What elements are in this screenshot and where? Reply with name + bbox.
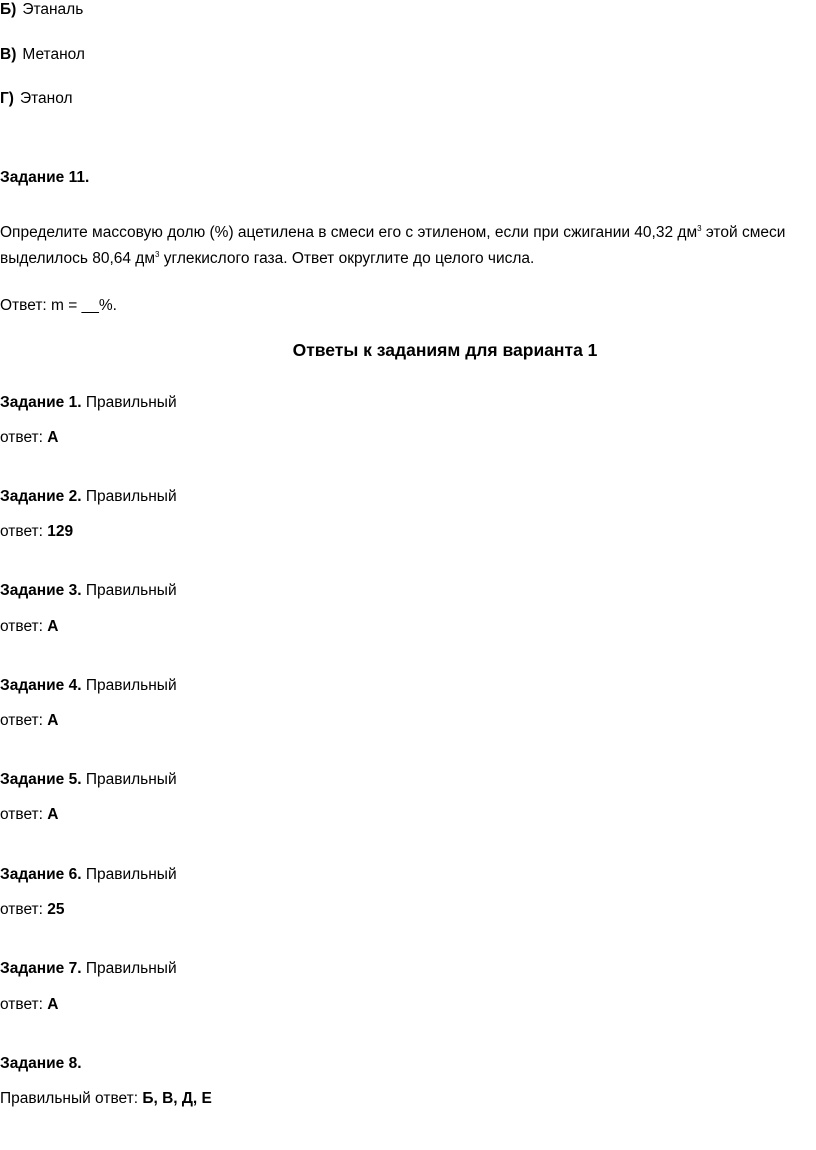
answer-1-title: Задание 1. Правильный [0, 394, 177, 411]
answer-2-value: ответ: 129 [0, 523, 74, 540]
answer-5-title: Задание 5. Правильный [0, 771, 177, 788]
answers-heading: Ответы к заданиям для варианта 1 [292, 340, 598, 360]
option-v: В) Метанол [0, 46, 85, 63]
answer-4-title: Задание 4. Правильный [0, 677, 177, 694]
answer-3-title: Задание 3. Правильный [0, 582, 177, 599]
answer-7-value: ответ: А [0, 996, 59, 1013]
answer-2-title: Задание 2. Правильный [0, 488, 177, 505]
answer-6-value: ответ: 25 [0, 901, 65, 918]
answer-7-title: Задание 7. Правильный [0, 960, 177, 977]
answer-5-value: ответ: А [0, 806, 59, 823]
answer-6-title: Задание 6. Правильный [0, 866, 177, 883]
option-g: Г) Этанол [0, 90, 73, 107]
task-11-answer-line: Ответ: m = __%. [0, 297, 117, 314]
option-b: Б) Этаналь [0, 1, 84, 18]
task-11-title: Задание 11. [0, 169, 90, 186]
task-11-text-line-2: выделилось 80,64 $дм^3$ углекислого газа. Ответ округлите до целого числа. [0, 249, 535, 267]
answer-1-value: ответ: А [0, 429, 59, 446]
answer-3-value: ответ: А [0, 618, 59, 635]
answer-4-value: ответ: А [0, 712, 59, 729]
answer-8-title: Задание 8. [0, 1055, 82, 1072]
task-11-text-line-1: Определите массовую долю (%) ацетилена в смеси его с этиленом, если при сжигании 40,32 $дм^3$ этой смеси [0, 223, 786, 241]
answer-8-value: Правильный ответ: Б, В, Д, Е [0, 1090, 212, 1107]
